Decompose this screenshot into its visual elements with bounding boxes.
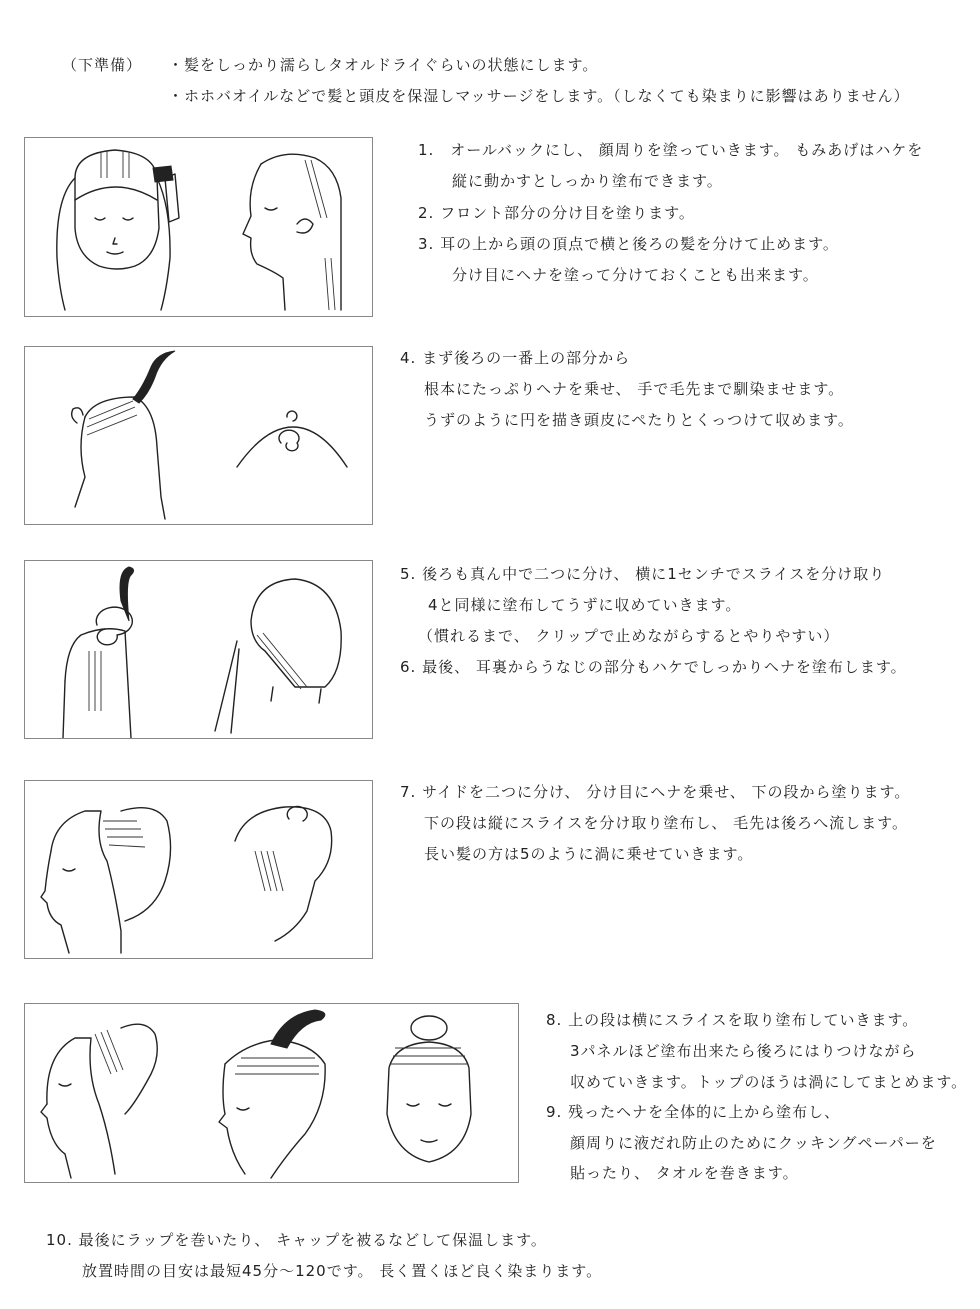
- step-4-line-2: 根本にたっぷりヘナを乗せ、 手で毛先まで馴染ませます。: [424, 380, 845, 398]
- step-7-line-1: 7. サイドを二つに分け、 分け目にヘナを乗せ、 下の段から塗ります。: [400, 783, 911, 801]
- step-9-line-2: 顔周りに液だれ防止のためにクッキングペーパーを: [570, 1134, 937, 1152]
- illustration-step-4: [24, 346, 373, 525]
- step-2-line-1: 2. フロント部分の分け目を塗ります。: [418, 204, 695, 222]
- prep-item-2: ・ホホバオイルなどで髪と頭皮を保湿しマッサージをします。（しなくても染まりに影響はありません）: [168, 87, 910, 105]
- step-6-line-1: 6. 最後、 耳裏からうなじの部分もハケでしっかりヘナを塗布します。: [400, 658, 907, 676]
- step-7-line-2: 下の段は縦にスライスを分け取り塗布し、 毛先は後ろへ流します。: [424, 814, 908, 832]
- step-7-line-3: 長い髪の方は5のように渦に乗せていきます。: [424, 845, 754, 863]
- step-1-line-1: 1. オールバックにし、 顔周りを塗っていきます。 もみあげはハケを: [418, 141, 924, 159]
- illustration-step-5-6: [24, 560, 373, 739]
- step-4-line-1: 4. まず後ろの一番上の部分から: [400, 349, 631, 367]
- step-3-line-1: 3. 耳の上から頭の頂点で横と後ろの髪を分けて止めます。: [418, 235, 839, 253]
- step-3-line-2: 分け目にヘナを塗って分けておくことも出来ます。: [452, 266, 819, 284]
- step-8-line-1: 8. 上の段は横にスライスを取り塗布していきます。: [546, 1011, 919, 1029]
- step-5-line-1: 5. 後ろも真ん中で二つに分け、 横に1センチでスライスを分け取り: [400, 565, 886, 583]
- step-4-line-3: うずのように円を描き頭皮にぺたりとくっつけて収めます。: [424, 411, 854, 429]
- step-8-line-2: 3パネルほど塗布出来たら後ろにはりつけながら: [570, 1042, 917, 1060]
- illustration-step-7: [24, 780, 373, 959]
- illustration-step-8-9: [24, 1003, 519, 1183]
- prep-label: （下準備）: [62, 56, 143, 74]
- illustration-step-1-3: [24, 137, 373, 317]
- step-5-line-2: 4と同様に塗布してうずに収めていきます。: [428, 596, 742, 614]
- prep-item-1: ・髪をしっかり濡らしタオルドライぐらいの状態にします。: [168, 56, 599, 74]
- step-10-line-1: 10. 最後にラップを巻いたり、 キャップを被るなどして保温します。: [46, 1231, 547, 1249]
- step-8-line-3: 収めていきます。トップのほうは渦にしてまとめます。: [570, 1073, 968, 1091]
- step-10-line-2: 放置時間の目安は最短45分～120です。 長く置くほど良く染まります。: [82, 1262, 603, 1280]
- step-9-line-3: 貼ったり、 タオルを巻きます。: [570, 1164, 799, 1182]
- step-9-line-1: 9. 残ったヘナを全体的に上から塗布し、: [546, 1103, 841, 1121]
- step-5-line-3: （慣れるまで、 クリップで止めながらするとやりやすい）: [418, 627, 840, 645]
- step-1-line-2: 縦に動かすとしっかり塗布できます。: [452, 172, 723, 190]
